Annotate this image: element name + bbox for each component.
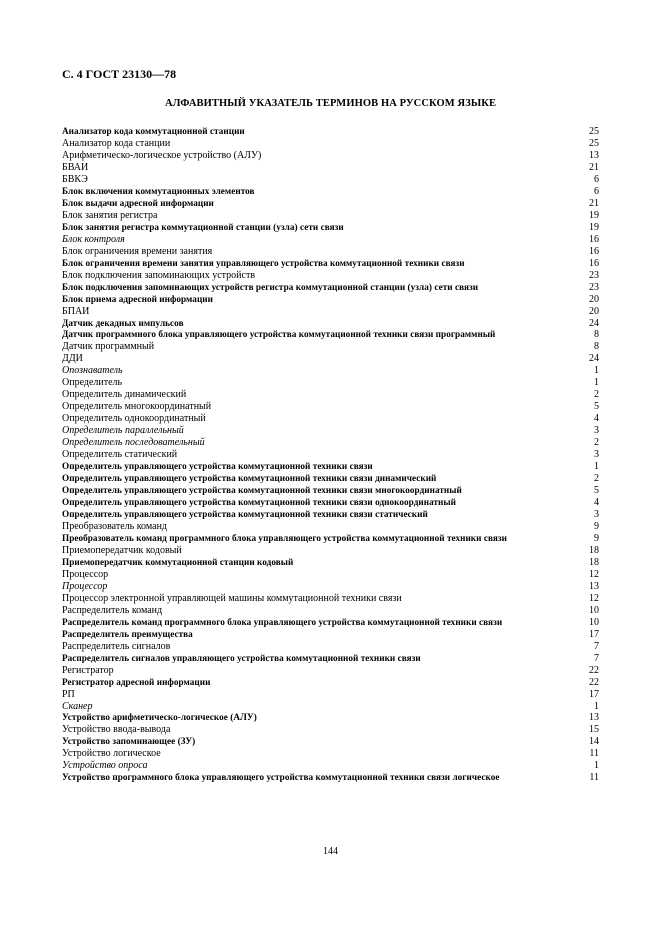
- index-page-ref: 1: [594, 700, 599, 712]
- index-page-ref: 8: [594, 341, 599, 353]
- index-term: Процессор электронной управляющей машины коммутационной техники связи: [62, 592, 402, 604]
- index-term: Сканер: [62, 700, 93, 712]
- index-term: Устройство запоминающее (ЗУ): [62, 736, 196, 747]
- index-page-ref: 3: [594, 425, 599, 437]
- index-entry: [62, 641, 599, 653]
- index-term: Датчик декадных импульсов: [62, 317, 184, 328]
- index-page-ref: 7: [594, 640, 599, 652]
- index-page-ref: 10: [589, 616, 599, 628]
- index-entry: [62, 210, 599, 222]
- index-term: Регистратор: [62, 664, 114, 676]
- index-page-ref: 21: [589, 161, 599, 173]
- index-entry: [62, 341, 599, 353]
- index-term: Арифметическо-логическое устройство (АЛУ): [62, 149, 262, 161]
- index-term: Распределитель сигналов управляющего устройства коммутационной техники связи: [62, 652, 421, 663]
- index-term: Определитель параллельный: [62, 425, 184, 437]
- index-page-ref: 11: [589, 748, 599, 760]
- index-page-ref: 8: [594, 329, 599, 341]
- index-entry: [62, 425, 599, 437]
- index-page-ref: 2: [594, 389, 599, 401]
- index-term: Опознаватель: [62, 365, 123, 377]
- index-page-ref: 13: [589, 712, 599, 724]
- index-page-ref: 19: [589, 221, 599, 233]
- index-page-ref: 6: [594, 173, 599, 185]
- index-entry: [62, 461, 599, 473]
- index-term: Распределитель преимущества: [62, 628, 193, 639]
- term-index-list: [62, 126, 599, 784]
- index-page-ref: 12: [589, 592, 599, 604]
- index-term: Блок приема адресной информации: [62, 293, 213, 304]
- index-term: Блок ограничения времени занятия: [62, 245, 213, 257]
- index-page-ref: 17: [589, 628, 599, 640]
- index-page-ref: 24: [589, 317, 599, 329]
- index-page-ref: 4: [594, 497, 599, 509]
- index-entry: [62, 186, 599, 198]
- index-term: Определитель управляющего устройства коммутационной техники связи динамический: [62, 473, 437, 484]
- index-entry: [62, 689, 599, 701]
- index-term: Определитель: [62, 377, 123, 389]
- index-page-ref: 6: [594, 185, 599, 197]
- index-page-ref: 12: [589, 568, 599, 580]
- index-term: Регистратор адресной информации: [62, 676, 211, 687]
- index-page-ref: 3: [594, 449, 599, 461]
- index-term: Определитель последовательный: [62, 437, 205, 449]
- index-entry: [62, 449, 599, 461]
- index-term: Датчик программного блока управляющего устройства коммутационной техники связи программный: [62, 329, 496, 340]
- index-page-ref: 20: [589, 293, 599, 305]
- index-entry: [62, 306, 599, 318]
- index-term: Распределитель сигналов: [62, 640, 171, 652]
- index-entry: [62, 593, 599, 605]
- index-entry: [62, 736, 599, 748]
- index-entry: [62, 437, 599, 449]
- index-entry: [62, 377, 599, 389]
- index-term: Процессор: [62, 568, 109, 580]
- index-page-ref: 18: [589, 544, 599, 556]
- index-page-ref: 16: [589, 257, 599, 269]
- index-page-ref: 13: [589, 580, 599, 592]
- index-entry: [62, 282, 599, 294]
- index-term: Преобразователь команд: [62, 520, 168, 532]
- index-term: БПАИ: [62, 305, 90, 317]
- index-entry: [62, 509, 599, 521]
- index-entry: [62, 270, 599, 282]
- index-entry: [62, 701, 599, 713]
- index-entry: [62, 174, 599, 186]
- index-entry: [62, 748, 599, 760]
- index-page-ref: 19: [589, 209, 599, 221]
- index-page-ref: 10: [589, 604, 599, 616]
- index-entry: [62, 665, 599, 677]
- index-entry: [62, 138, 599, 150]
- index-entry: [62, 329, 599, 341]
- index-term: Блок контроля: [62, 233, 125, 245]
- index-term: Анализатор кода коммутационной станции: [62, 126, 245, 136]
- index-entry: [62, 760, 599, 772]
- index-term: Устройство арифметическо-логическое (АЛУ): [62, 712, 257, 723]
- index-entry: [62, 162, 599, 174]
- index-term: Приемопередатчик коммутационной станции кодовый: [62, 556, 294, 567]
- index-term: Определитель управляющего устройства коммутационной техники связи многокоординатный: [62, 485, 462, 496]
- index-page-ref: 1: [594, 760, 599, 772]
- index-entry: [62, 712, 599, 724]
- index-entry: [62, 353, 599, 365]
- index-entry: [62, 389, 599, 401]
- index-page-ref: 7: [594, 652, 599, 664]
- index-entry: [62, 150, 599, 162]
- index-term: Устройство логическое: [62, 748, 161, 760]
- index-title: АЛФАВИТНЫЙ УКАЗАТЕЛЬ ТЕРМИНОВ НА РУССКОМ ЯЗЫКЕ: [164, 98, 497, 109]
- index-entry: [62, 533, 599, 545]
- index-term: Блок подключения запоминающих устройств: [62, 269, 256, 281]
- index-entry: [62, 521, 599, 533]
- index-page-ref: 22: [589, 676, 599, 688]
- index-page-ref: 23: [589, 281, 599, 293]
- index-entry: [62, 724, 599, 736]
- index-entry: [62, 557, 599, 569]
- index-term: Устройство программного блока управляющего устройства коммутационной техники связи логическое: [62, 772, 500, 783]
- index-entry: [62, 413, 599, 425]
- index-entry: [62, 497, 599, 509]
- index-term: Блок выдачи адресной информации: [62, 197, 214, 208]
- index-entry: [62, 294, 599, 306]
- index-entry: [62, 126, 599, 138]
- index-term: Блок занятия регистра: [62, 209, 158, 221]
- index-entry: [62, 234, 599, 246]
- index-term: Распределитель команд: [62, 604, 163, 616]
- index-term: Распределитель команд программного блока управляющего устройства коммутационной техники связи: [62, 616, 503, 627]
- index-entry: [62, 677, 599, 689]
- index-page-ref: 11: [589, 772, 599, 784]
- index-page-ref: 5: [594, 485, 599, 497]
- index-page-ref: 21: [589, 197, 599, 209]
- index-page-ref: 4: [594, 413, 599, 425]
- index-term: Определитель динамический: [62, 389, 187, 401]
- index-page-ref: 24: [589, 353, 599, 365]
- index-term: БВКЭ: [62, 173, 88, 185]
- index-entry: [62, 258, 599, 270]
- index-entry: [62, 629, 599, 641]
- index-term: Определитель управляющего устройства коммутационной техники связи статический: [62, 509, 428, 519]
- index-term: Блок занятия регистра коммутационной станции (узла) сети связи: [62, 221, 344, 232]
- index-entry: [62, 222, 599, 234]
- index-term: Преобразователь команд программного блока управляющего устройства коммутационной техники связи: [62, 532, 507, 543]
- index-term: Приемопередатчик кодовый: [62, 544, 182, 556]
- index-term: Определитель статический: [62, 449, 178, 461]
- index-term: Анализатор кода станции: [62, 137, 171, 149]
- index-term: Датчик программный: [62, 341, 155, 353]
- index-term: Определитель управляющего устройства коммутационной техники связи: [62, 461, 373, 472]
- index-term: БВАИ: [62, 161, 89, 173]
- index-page-ref: 15: [589, 724, 599, 736]
- index-page-ref: 2: [594, 437, 599, 449]
- index-page-ref: 9: [594, 532, 599, 544]
- index-term: Определитель многокоординатный: [62, 401, 212, 413]
- index-page-ref: 1: [594, 377, 599, 389]
- index-entry: [62, 605, 599, 617]
- index-entry: [62, 401, 599, 413]
- index-entry: [62, 365, 599, 377]
- index-term: Блок включения коммутационных элементов: [62, 185, 255, 196]
- index-entry: [62, 772, 599, 784]
- index-term: РП: [62, 688, 75, 700]
- index-entry: [62, 653, 599, 665]
- index-page-ref: 22: [589, 664, 599, 676]
- index-page-ref: 16: [589, 233, 599, 245]
- index-term: Определитель однокоординатный: [62, 413, 206, 425]
- index-entry: [62, 473, 599, 485]
- index-page-ref: 25: [589, 126, 599, 137]
- index-page-ref: 14: [589, 736, 599, 748]
- index-page-ref: 2: [594, 473, 599, 485]
- index-term: Процессор: [62, 580, 108, 592]
- index-entry: [62, 581, 599, 593]
- index-entry: [62, 198, 599, 210]
- index-entry: [62, 617, 599, 629]
- page-header: С. 4 ГОСТ 23130—78: [62, 67, 177, 81]
- index-page-ref: 25: [589, 137, 599, 149]
- index-page-ref: 16: [589, 245, 599, 257]
- index-term: Устройство опроса: [62, 760, 148, 772]
- index-page-ref: 3: [594, 509, 599, 520]
- index-page-ref: 1: [594, 461, 599, 473]
- index-term: Блок подключения запоминающих устройств регистра коммутационной станции (узла) сети связи: [62, 281, 479, 292]
- index-page-ref: 13: [589, 149, 599, 161]
- index-page-ref: 9: [594, 520, 599, 532]
- index-page-ref: 17: [589, 688, 599, 700]
- index-term: ДДИ: [62, 353, 83, 365]
- index-entry: [62, 545, 599, 557]
- index-page-ref: 23: [589, 269, 599, 281]
- index-entry: [62, 485, 599, 497]
- index-term: Блок ограничения времени занятия управляющего устройства коммутационной техники связи: [62, 257, 465, 268]
- index-page-ref: 1: [594, 365, 599, 377]
- index-page-ref: 5: [594, 401, 599, 413]
- index-entry: [62, 318, 599, 330]
- index-term: Определитель управляющего устройства коммутационной техники связи однокоординатный: [62, 497, 456, 508]
- index-page-ref: 20: [589, 305, 599, 317]
- index-entry: [62, 246, 599, 258]
- index-term: Устройство ввода-вывода: [62, 724, 171, 736]
- index-page-ref: 18: [589, 556, 599, 568]
- index-entry: [62, 569, 599, 581]
- page-number: 144: [323, 846, 338, 857]
